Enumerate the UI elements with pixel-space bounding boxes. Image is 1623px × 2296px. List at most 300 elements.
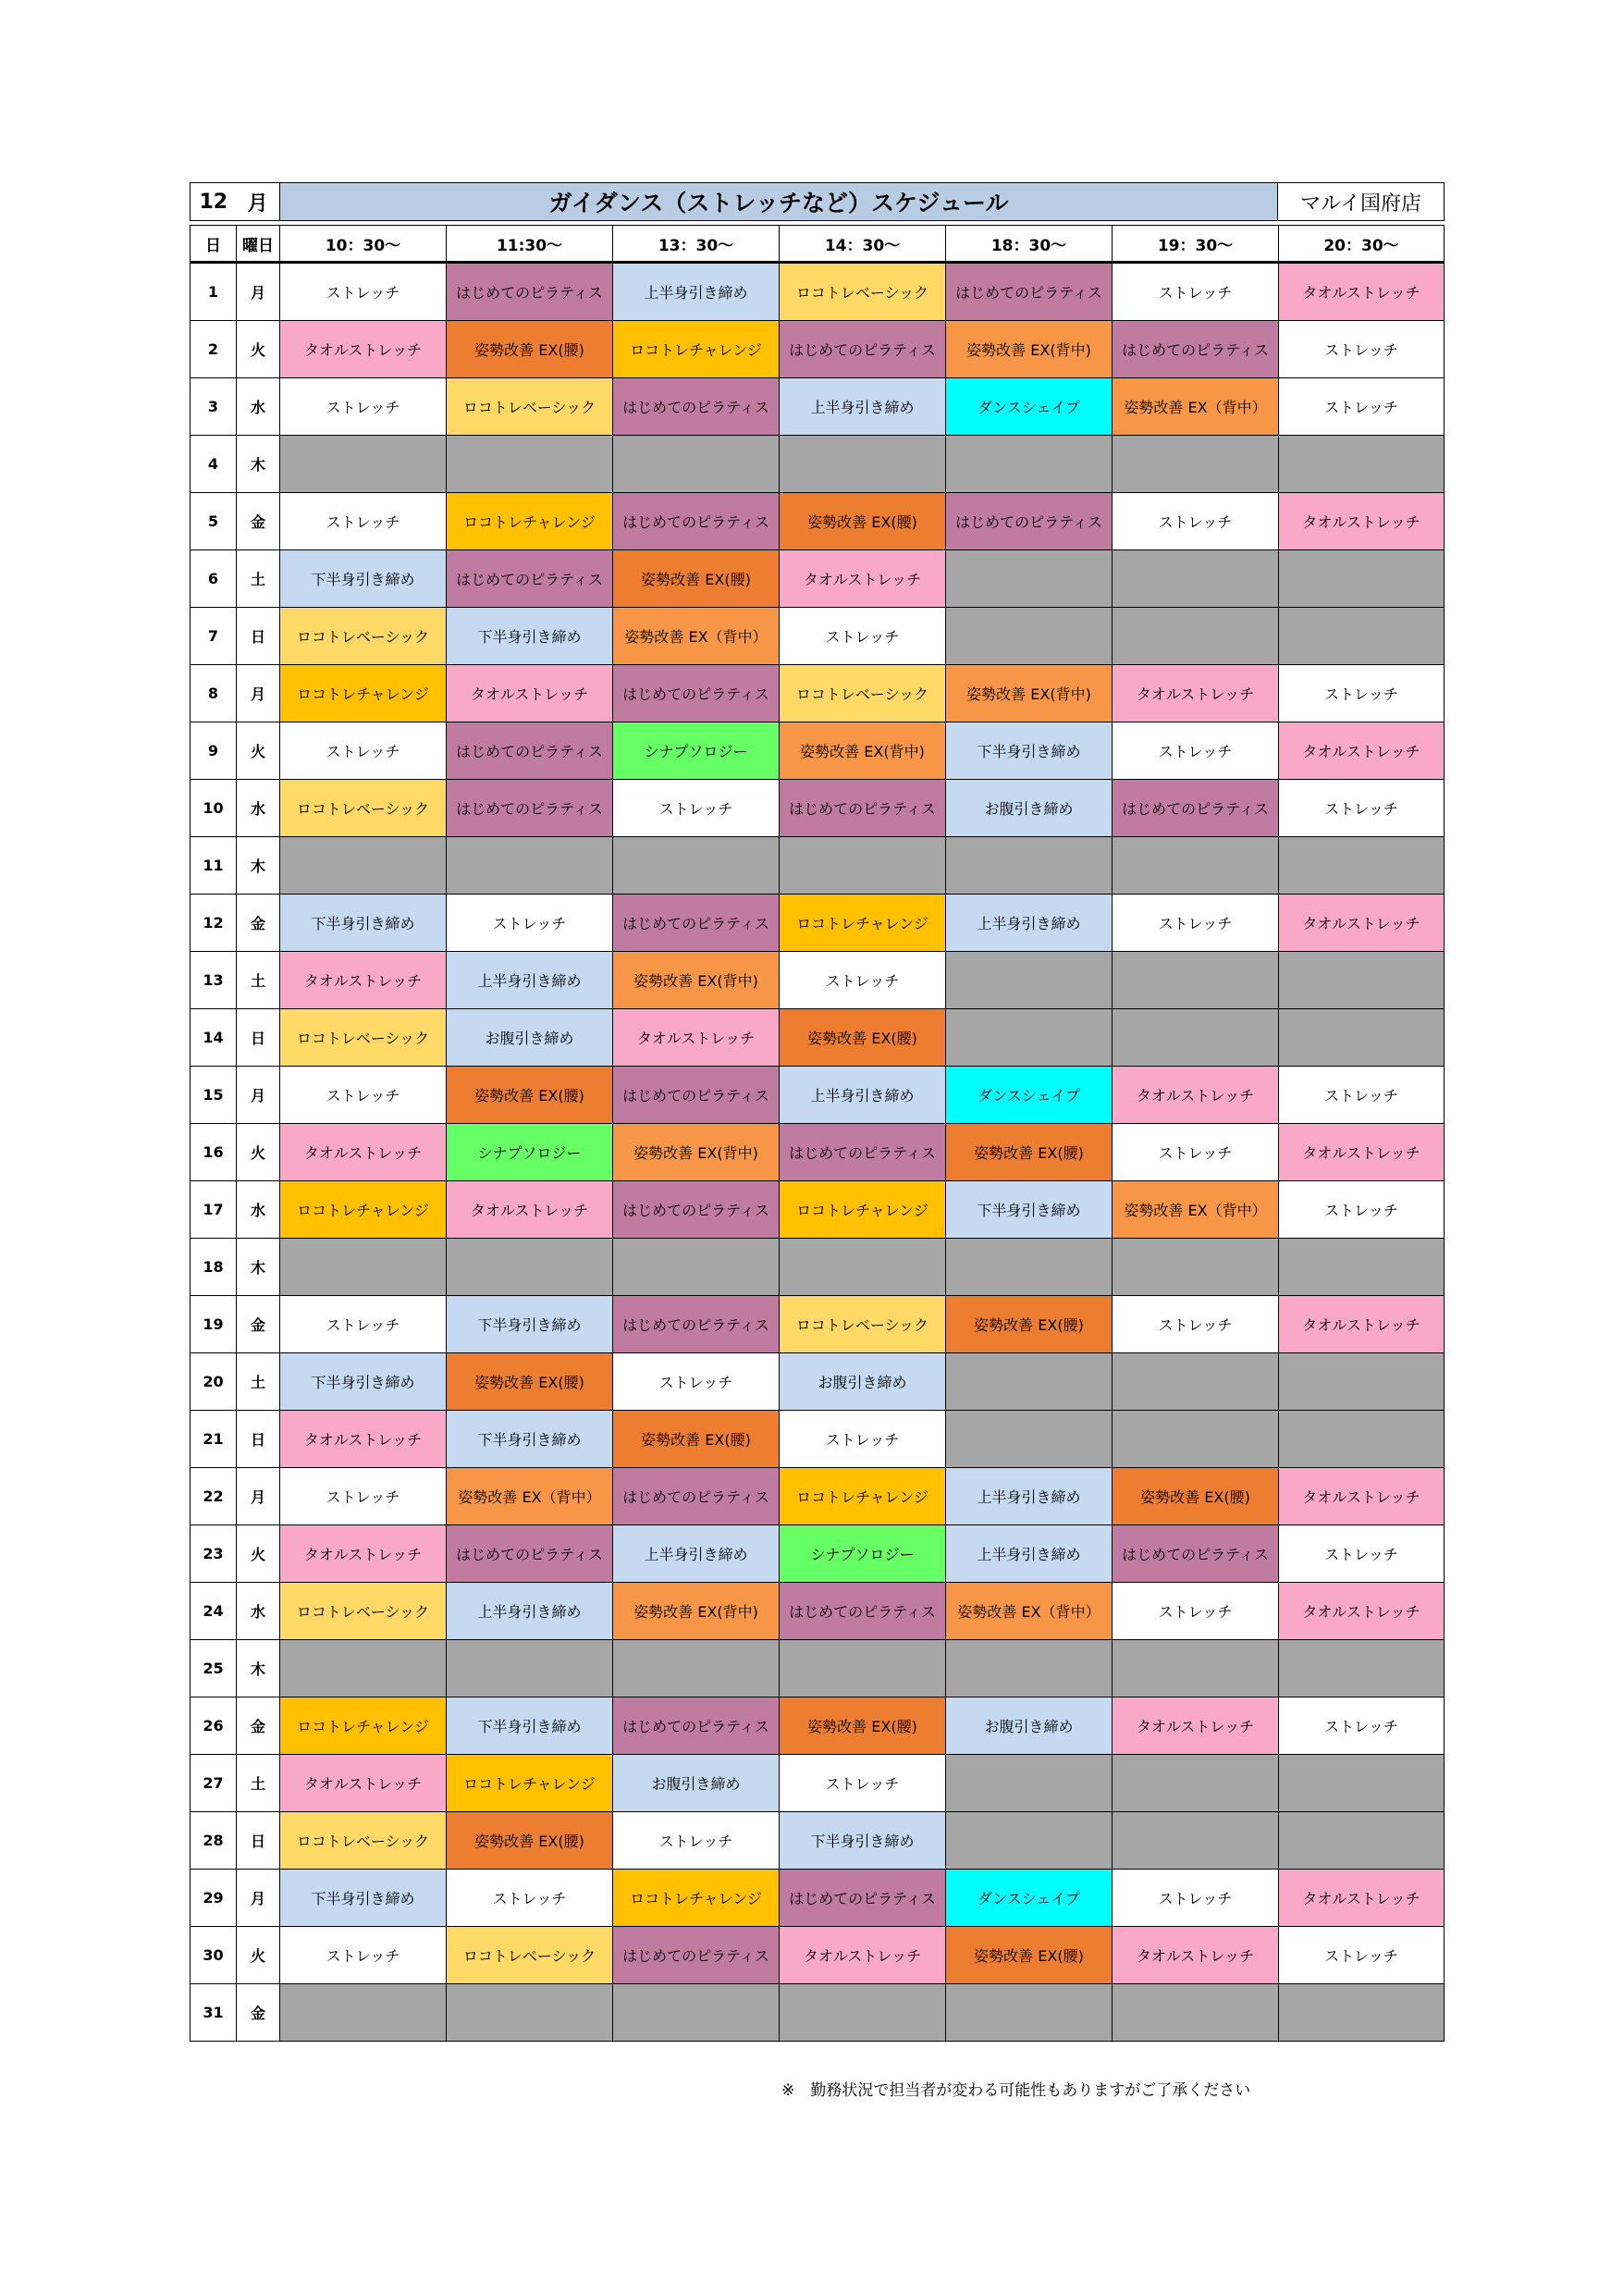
closed-cell (280, 1239, 447, 1296)
class-cell: はじめてのピラティス (613, 378, 780, 436)
class-cell: 姿勢改善 EX（背中） (946, 1583, 1113, 1640)
closed-cell (447, 436, 613, 493)
empty-slot (1113, 608, 1279, 665)
class-cell: 姿勢改善 EX(腰) (946, 1927, 1113, 1984)
class-cell: 下半身引き締め (280, 1870, 447, 1927)
class-cell: ロコトレチャレンジ (447, 1755, 613, 1812)
weekday: 金 (237, 1296, 280, 1353)
day-number: 15 (191, 1067, 237, 1124)
empty-slot (1113, 1009, 1279, 1067)
class-cell: ロコトレチャレンジ (780, 1468, 946, 1525)
class-cell: 上半身引き締め (613, 1525, 780, 1583)
header-row (191, 226, 1445, 263)
class-cell: ストレッチ (613, 780, 780, 837)
weekday: 月 (237, 665, 280, 722)
closed-cell (1113, 1239, 1279, 1296)
table-row (191, 1411, 1445, 1468)
class-cell: ストレッチ (280, 263, 447, 321)
class-cell: はじめてのピラティス (613, 665, 780, 722)
table-row (191, 263, 1445, 321)
day-number: 23 (191, 1525, 237, 1583)
class-cell: はじめてのピラティス (613, 1067, 780, 1124)
table-row (191, 665, 1445, 722)
table-row (191, 837, 1445, 895)
weekday: 火 (237, 722, 280, 780)
table-row (191, 1181, 1445, 1239)
day-number: 28 (191, 1812, 237, 1870)
table-row (191, 1124, 1445, 1181)
closed-cell (780, 1640, 946, 1697)
class-cell: ストレッチ (1279, 1067, 1445, 1124)
class-cell: ロコトレベーシック (780, 1296, 946, 1353)
weekday: 日 (237, 608, 280, 665)
closed-cell (280, 1984, 447, 2042)
class-cell: ストレッチ (780, 608, 946, 665)
class-cell: シナプソロジー (780, 1525, 946, 1583)
class-cell: ストレッチ (1113, 1124, 1279, 1181)
closed-cell (1113, 837, 1279, 895)
weekday-column-header: 曜日 (237, 226, 280, 263)
table-row (191, 1984, 1445, 2042)
class-cell: 姿勢改善 EX(腰) (780, 1697, 946, 1755)
table-row (191, 1067, 1445, 1124)
class-cell: はじめてのピラティス (780, 780, 946, 837)
class-cell: タオルストレッチ (280, 1411, 447, 1468)
class-cell: ストレッチ (1113, 1296, 1279, 1353)
class-cell: ロコトレチャレンジ (447, 493, 613, 550)
day-number: 8 (191, 665, 237, 722)
closed-cell (447, 1640, 613, 1697)
weekday: 月 (237, 263, 280, 321)
class-cell: ストレッチ (780, 1411, 946, 1468)
table-row (191, 1296, 1445, 1353)
class-cell: ストレッチ (613, 1812, 780, 1870)
weekday: 火 (237, 1927, 280, 1984)
schedule-body (191, 263, 1445, 2042)
closed-cell (447, 1984, 613, 2042)
class-cell: ロコトレチャレンジ (280, 1181, 447, 1239)
class-cell: はじめてのピラティス (447, 780, 613, 837)
class-cell: 姿勢改善 EX(腰) (447, 321, 613, 378)
day-number: 20 (191, 1353, 237, 1411)
table-row (191, 1353, 1445, 1411)
class-cell: 上半身引き締め (447, 1583, 613, 1640)
weekday: 火 (237, 321, 280, 378)
class-cell: はじめてのピラティス (780, 1124, 946, 1181)
weekday: 日 (237, 1812, 280, 1870)
weekday: 水 (237, 1181, 280, 1239)
class-cell: ストレッチ (1113, 1870, 1279, 1927)
weekday: 火 (237, 1124, 280, 1181)
class-cell: ストレッチ (1279, 1927, 1445, 1984)
day-number: 31 (191, 1984, 237, 2042)
table-row (191, 1870, 1445, 1927)
empty-slot (1279, 1411, 1445, 1468)
class-cell: ダンスシェイプ (946, 1870, 1113, 1927)
class-cell: 姿勢改善 EX(背中) (780, 722, 946, 780)
class-cell: タオルストレッチ (1279, 895, 1445, 952)
time-header-1030: 10：30～ (280, 226, 447, 263)
class-cell: ストレッチ (447, 895, 613, 952)
closed-cell (613, 1984, 780, 2042)
table-row (191, 1009, 1445, 1067)
day-number: 18 (191, 1239, 237, 1296)
class-cell: タオルストレッチ (780, 550, 946, 608)
day-number: 29 (191, 1870, 237, 1927)
table-row (191, 952, 1445, 1009)
class-cell: ストレッチ (1279, 321, 1445, 378)
class-cell: ストレッチ (1113, 895, 1279, 952)
time-header-1930: 19：30～ (1113, 226, 1279, 263)
closed-cell (613, 837, 780, 895)
time-header-2030: 20：30～ (1279, 226, 1445, 263)
day-number: 21 (191, 1411, 237, 1468)
class-cell: タオルストレッチ (1279, 493, 1445, 550)
weekday: 月 (237, 1067, 280, 1124)
class-cell: ストレッチ (780, 952, 946, 1009)
class-cell: はじめてのピラティス (946, 263, 1113, 321)
class-cell: はじめてのピラティス (1113, 1525, 1279, 1583)
table-row (191, 1525, 1445, 1583)
class-cell: 上半身引き締め (780, 1067, 946, 1124)
day-number: 9 (191, 722, 237, 780)
class-cell: タオルストレッチ (613, 1009, 780, 1067)
day-number: 16 (191, 1124, 237, 1181)
table-row (191, 895, 1445, 952)
month-label: 月 (237, 183, 280, 221)
title-table (190, 182, 1445, 221)
class-cell: ロコトレベーシック (280, 1583, 447, 1640)
weekday: 水 (237, 780, 280, 837)
class-cell: 姿勢改善 EX(腰) (447, 1812, 613, 1870)
class-cell: タオルストレッチ (280, 321, 447, 378)
class-cell: タオルストレッチ (1113, 1697, 1279, 1755)
weekday: 水 (237, 1583, 280, 1640)
class-cell: タオルストレッチ (1113, 1067, 1279, 1124)
weekday: 金 (237, 1697, 280, 1755)
class-cell: はじめてのピラティス (946, 493, 1113, 550)
class-cell: タオルストレッチ (1279, 1870, 1445, 1927)
empty-slot (946, 1812, 1113, 1870)
class-cell: はじめてのピラティス (447, 263, 613, 321)
class-cell: タオルストレッチ (1113, 665, 1279, 722)
table-row (191, 608, 1445, 665)
class-cell: ダンスシェイプ (946, 378, 1113, 436)
class-cell: ストレッチ (280, 1296, 447, 1353)
time-header-1330: 13：30～ (613, 226, 780, 263)
class-cell: ロコトレチャレンジ (613, 1870, 780, 1927)
empty-slot (1279, 550, 1445, 608)
class-cell: ロコトレチャレンジ (780, 895, 946, 952)
class-cell: はじめてのピラティス (780, 1870, 946, 1927)
day-number: 26 (191, 1697, 237, 1755)
class-cell: 下半身引き締め (280, 550, 447, 608)
day-number: 22 (191, 1468, 237, 1525)
weekday: 水 (237, 378, 280, 436)
closed-cell (1279, 837, 1445, 895)
class-cell: 姿勢改善 EX(腰) (613, 550, 780, 608)
class-cell: 上半身引き締め (780, 378, 946, 436)
class-cell: ストレッチ (1113, 263, 1279, 321)
closed-cell (946, 1984, 1113, 2042)
month-number: 12 (191, 183, 237, 221)
class-cell: ロコトレチャレンジ (613, 321, 780, 378)
footnote: ※ 勤務状況で担当者が変わる可能性もありますがご了承ください (781, 2081, 1251, 2100)
day-number: 13 (191, 952, 237, 1009)
class-cell: 下半身引き締め (447, 1411, 613, 1468)
table-row (191, 1239, 1445, 1296)
day-number: 30 (191, 1927, 237, 1984)
empty-slot (1279, 1755, 1445, 1812)
class-cell: ストレッチ (1279, 780, 1445, 837)
class-cell: タオルストレッチ (780, 1927, 946, 1984)
closed-cell (280, 436, 447, 493)
class-cell: ロコトレベーシック (780, 263, 946, 321)
weekday: 金 (237, 493, 280, 550)
day-number: 2 (191, 321, 237, 378)
class-cell: ストレッチ (613, 1353, 780, 1411)
day-number: 5 (191, 493, 237, 550)
day-column-header: 日 (191, 226, 237, 263)
class-cell: 下半身引き締め (280, 895, 447, 952)
empty-slot (1113, 1411, 1279, 1468)
class-cell: ロコトレベーシック (447, 378, 613, 436)
day-number: 7 (191, 608, 237, 665)
day-number: 3 (191, 378, 237, 436)
class-cell: 姿勢改善 EX(腰) (946, 1124, 1113, 1181)
class-cell: ストレッチ (1279, 1181, 1445, 1239)
class-cell: タオルストレッチ (280, 1755, 447, 1812)
schedule-sheet (190, 182, 1444, 2042)
empty-slot (1279, 608, 1445, 665)
table-row (191, 436, 1445, 493)
class-cell: 姿勢改善 EX（背中） (447, 1468, 613, 1525)
closed-cell (280, 1640, 447, 1697)
class-cell: ストレッチ (1113, 1583, 1279, 1640)
class-cell: 姿勢改善 EX(腰) (780, 493, 946, 550)
table-row (191, 1640, 1445, 1697)
class-cell: タオルストレッチ (1279, 263, 1445, 321)
empty-slot (946, 608, 1113, 665)
closed-cell (613, 1640, 780, 1697)
closed-cell (780, 436, 946, 493)
page-title: ガイダンス（ストレッチなど）スケジュール (280, 183, 1278, 221)
closed-cell (280, 837, 447, 895)
table-row (191, 1755, 1445, 1812)
class-cell: タオルストレッチ (1113, 1927, 1279, 1984)
class-cell: はじめてのピラティス (1113, 321, 1279, 378)
closed-cell (613, 436, 780, 493)
class-cell: はじめてのピラティス (1113, 780, 1279, 837)
class-cell: ロコトレベーシック (280, 780, 447, 837)
empty-slot (1113, 1353, 1279, 1411)
class-cell: ロコトレチャレンジ (280, 665, 447, 722)
class-cell: ストレッチ (1113, 493, 1279, 550)
class-cell: 下半身引き締め (447, 1296, 613, 1353)
empty-slot (1279, 1009, 1445, 1067)
class-cell: ストレッチ (1279, 1697, 1445, 1755)
class-cell: はじめてのピラティス (613, 1468, 780, 1525)
class-cell: はじめてのピラティス (447, 722, 613, 780)
empty-slot (946, 1353, 1113, 1411)
closed-cell (1279, 436, 1445, 493)
class-cell: タオルストレッチ (447, 1181, 613, 1239)
table-row (191, 1697, 1445, 1755)
day-number: 19 (191, 1296, 237, 1353)
table-row (191, 1468, 1445, 1525)
class-cell: 上半身引き締め (447, 952, 613, 1009)
class-cell: 上半身引き締め (946, 1525, 1113, 1583)
closed-cell (946, 1239, 1113, 1296)
class-cell: ストレッチ (447, 1870, 613, 1927)
day-number: 6 (191, 550, 237, 608)
time-header-1830: 18：30～ (946, 226, 1113, 263)
table-row (191, 321, 1445, 378)
day-number: 11 (191, 837, 237, 895)
class-cell: 姿勢改善 EX(背中) (613, 1583, 780, 1640)
class-cell: 姿勢改善 EX(腰) (1113, 1468, 1279, 1525)
class-cell: ストレッチ (280, 378, 447, 436)
closed-cell (1279, 1640, 1445, 1697)
class-cell: ロコトレベーシック (280, 608, 447, 665)
empty-slot (946, 1755, 1113, 1812)
weekday: 木 (237, 1640, 280, 1697)
class-cell: お腹引き締め (946, 1697, 1113, 1755)
class-cell: はじめてのピラティス (613, 1927, 780, 1984)
closed-cell (1279, 1984, 1445, 2042)
class-cell: 下半身引き締め (780, 1812, 946, 1870)
class-cell: タオルストレッチ (280, 1525, 447, 1583)
class-cell: 姿勢改善 EX(背中) (946, 665, 1113, 722)
day-number: 17 (191, 1181, 237, 1239)
time-header-1430: 14：30～ (780, 226, 946, 263)
class-cell: はじめてのピラティス (780, 321, 946, 378)
class-cell: はじめてのピラティス (613, 1181, 780, 1239)
store-name: マルイ国府店 (1278, 183, 1445, 221)
class-cell: 姿勢改善 EX（背中） (1113, 1181, 1279, 1239)
class-cell: はじめてのピラティス (613, 895, 780, 952)
class-cell: ストレッチ (280, 1067, 447, 1124)
class-cell: はじめてのピラティス (447, 550, 613, 608)
class-cell: シナプソロジー (613, 722, 780, 780)
weekday: 日 (237, 1009, 280, 1067)
weekday: 土 (237, 550, 280, 608)
class-cell: 姿勢改善 EX(背中) (613, 952, 780, 1009)
class-cell: タオルストレッチ (280, 952, 447, 1009)
weekday: 木 (237, 837, 280, 895)
closed-cell (780, 1984, 946, 2042)
class-cell: はじめてのピラティス (780, 1583, 946, 1640)
class-cell: ストレッチ (1113, 722, 1279, 780)
day-number: 12 (191, 895, 237, 952)
class-cell: 姿勢改善 EX(背中) (613, 1124, 780, 1181)
day-number: 27 (191, 1755, 237, 1812)
closed-cell (447, 837, 613, 895)
class-cell: タオルストレッチ (1279, 722, 1445, 780)
class-cell: ロコトレチャレンジ (280, 1697, 447, 1755)
class-cell: ストレッチ (1279, 665, 1445, 722)
class-cell: はじめてのピラティス (613, 1296, 780, 1353)
day-number: 10 (191, 780, 237, 837)
class-cell: ロコトレベーシック (447, 1927, 613, 1984)
weekday: 金 (237, 895, 280, 952)
empty-slot (1113, 1812, 1279, 1870)
class-cell: 上半身引き締め (946, 895, 1113, 952)
class-cell: ストレッチ (280, 1468, 447, 1525)
table-row (191, 780, 1445, 837)
class-cell: 姿勢改善 EX(腰) (946, 1296, 1113, 1353)
class-cell: お腹引き締め (780, 1353, 946, 1411)
closed-cell (613, 1239, 780, 1296)
class-cell: ロコトレチャレンジ (780, 1181, 946, 1239)
class-cell: ロコトレベーシック (280, 1009, 447, 1067)
table-row (191, 722, 1445, 780)
class-cell: 下半身引き締め (280, 1353, 447, 1411)
weekday: 木 (237, 1239, 280, 1296)
class-cell: ストレッチ (780, 1755, 946, 1812)
empty-slot (1113, 952, 1279, 1009)
day-number: 4 (191, 436, 237, 493)
closed-cell (946, 1640, 1113, 1697)
class-cell: 姿勢改善 EX(腰) (780, 1009, 946, 1067)
class-cell: 下半身引き締め (946, 722, 1113, 780)
weekday: 月 (237, 1468, 280, 1525)
weekday: 土 (237, 1353, 280, 1411)
class-cell: 姿勢改善 EX(腰) (447, 1067, 613, 1124)
schedule-table (190, 225, 1445, 2042)
class-cell: 姿勢改善 EX（背中） (613, 608, 780, 665)
class-cell: 姿勢改善 EX（背中） (1113, 378, 1279, 436)
class-cell: ロコトレベーシック (780, 665, 946, 722)
class-cell: タオルストレッチ (1279, 1468, 1445, 1525)
class-cell: 姿勢改善 EX(背中) (946, 321, 1113, 378)
weekday: 月 (237, 1870, 280, 1927)
table-row (191, 493, 1445, 550)
closed-cell (1113, 1984, 1279, 2042)
class-cell: タオルストレッチ (1279, 1583, 1445, 1640)
empty-slot (946, 952, 1113, 1009)
class-cell: 上半身引き締め (946, 1468, 1113, 1525)
class-cell: ストレッチ (280, 722, 447, 780)
weekday: 日 (237, 1411, 280, 1468)
class-cell: 下半身引き締め (447, 608, 613, 665)
class-cell: ロコトレベーシック (280, 1812, 447, 1870)
empty-slot (1279, 1353, 1445, 1411)
weekday: 火 (237, 1525, 280, 1583)
day-number: 25 (191, 1640, 237, 1697)
class-cell: タオルストレッチ (1279, 1124, 1445, 1181)
closed-cell (447, 1239, 613, 1296)
table-row (191, 550, 1445, 608)
weekday: 土 (237, 1755, 280, 1812)
empty-slot (946, 1009, 1113, 1067)
class-cell: 上半身引き締め (613, 263, 780, 321)
day-number: 1 (191, 263, 237, 321)
closed-cell (780, 837, 946, 895)
weekday: 金 (237, 1984, 280, 2042)
class-cell: はじめてのピラティス (613, 1697, 780, 1755)
table-row (191, 1812, 1445, 1870)
class-cell: はじめてのピラティス (447, 1525, 613, 1583)
empty-slot (1279, 1812, 1445, 1870)
weekday: 土 (237, 952, 280, 1009)
empty-slot (946, 1411, 1113, 1468)
class-cell: ストレッチ (1279, 1525, 1445, 1583)
closed-cell (1113, 1640, 1279, 1697)
class-cell: 姿勢改善 EX(腰) (447, 1353, 613, 1411)
class-cell: シナプソロジー (447, 1124, 613, 1181)
empty-slot (946, 550, 1113, 608)
